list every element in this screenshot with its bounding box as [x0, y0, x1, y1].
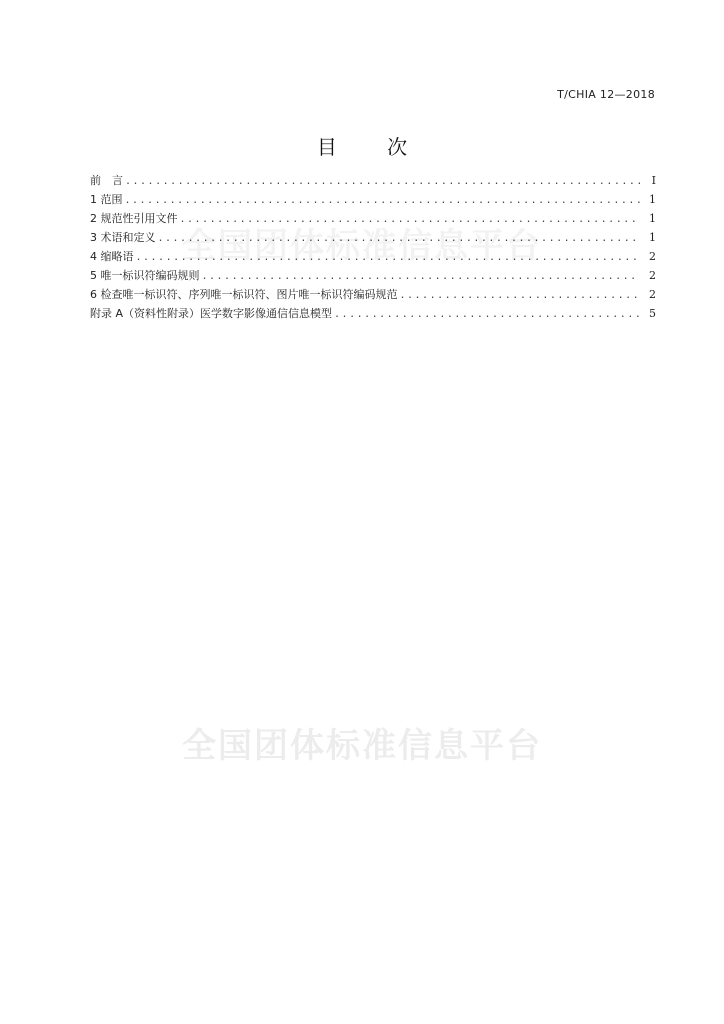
toc-entry-page: 1 [649, 231, 656, 244]
dot-leader [400, 286, 641, 305]
watermark-lower: 全国团体标准信息平台 [182, 726, 542, 766]
dot-leader [125, 191, 641, 210]
toc-entry-label: 4 缩略语 [90, 250, 134, 263]
toc-entry-label: 5 唯一标识符编码规则 [90, 269, 200, 282]
toc-entry-page: I [651, 174, 656, 187]
dot-leader [180, 210, 641, 229]
toc-entry-page: 1 [649, 212, 656, 225]
dot-leader [136, 248, 641, 267]
dot-leader [158, 229, 641, 248]
dot-leader [334, 305, 640, 324]
toc-entry-appendix-a[interactable] [90, 304, 656, 323]
dot-leader [125, 172, 640, 191]
toc-entry-page: 2 [649, 288, 656, 301]
toc-entry-uid-coding-rules[interactable] [90, 266, 656, 285]
toc-entry-page: 2 [649, 250, 656, 263]
watermark-upper: 全国团体标准信息平台 [182, 226, 542, 266]
toc-entry-label: 2 规范性引用文件 [90, 212, 178, 225]
toc-entry-terms-definitions[interactable] [90, 228, 656, 247]
toc-entry-foreword[interactable] [90, 171, 656, 190]
toc-entry-page: 5 [649, 307, 656, 320]
toc-entry-label: 前 言 [90, 174, 123, 187]
toc-entry-abbreviations[interactable] [90, 247, 656, 266]
document-code: T/CHIA 12—2018 [557, 88, 655, 101]
toc-entry-uid-coding-spec[interactable] [90, 285, 656, 304]
toc-entry-label: 附录 A（资料性附录）医学数字影像通信信息模型 [90, 307, 333, 320]
toc-list [90, 171, 656, 323]
toc-entry-label: 6 检查唯一标识符、序列唯一标识符、图片唯一标识符编码规范 [90, 288, 398, 301]
toc-entry-label: 3 术语和定义 [90, 231, 156, 244]
dot-leader [202, 267, 641, 286]
toc-entry-normative-references[interactable] [90, 209, 656, 228]
toc-title: 目 次 [316, 135, 430, 159]
toc-entry-scope[interactable] [90, 190, 656, 209]
toc-entry-page: 1 [649, 193, 656, 206]
toc-entry-label: 1 范围 [90, 193, 123, 206]
toc-entry-page: 2 [649, 269, 656, 282]
